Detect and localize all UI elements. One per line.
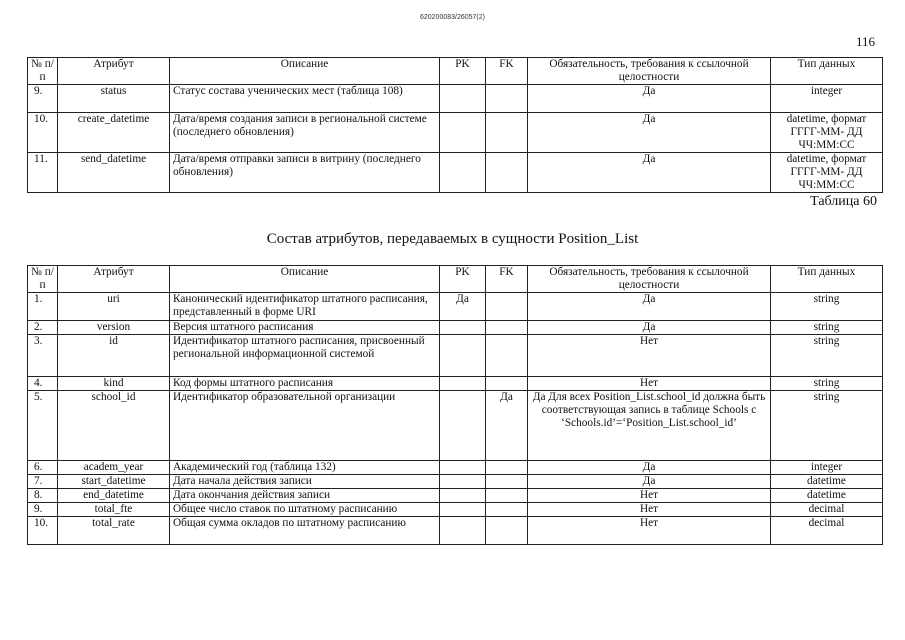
cell-num: 10. bbox=[28, 113, 58, 153]
cell-pk bbox=[440, 321, 486, 335]
cell-required: Нет bbox=[528, 503, 771, 517]
document-id: 620200083/26057(2) bbox=[419, 14, 485, 21]
cell-fk bbox=[486, 461, 528, 475]
table-row bbox=[28, 293, 883, 321]
cell-required: Нет bbox=[528, 517, 771, 545]
cell-description: Идентификатор образовательной организации bbox=[170, 391, 440, 461]
cell-num: 7. bbox=[28, 475, 58, 489]
cell-fk bbox=[486, 517, 528, 545]
table-row bbox=[28, 391, 883, 461]
cell-attribute: academ_year bbox=[58, 461, 170, 475]
cell-required: Да bbox=[528, 153, 771, 193]
cell-num: 6. bbox=[28, 461, 58, 475]
cell-fk: Да bbox=[486, 391, 528, 461]
cell-attribute: version bbox=[58, 321, 170, 335]
table-row bbox=[28, 113, 883, 153]
cell-description: Код формы штатного расписания bbox=[170, 377, 440, 391]
table-row bbox=[28, 489, 883, 503]
table-title: Состав атрибутов, передаваемых в сущности Position_List bbox=[266, 231, 639, 247]
cell-fk bbox=[486, 153, 528, 193]
col-header-datatype: Тип данных bbox=[771, 58, 883, 85]
col-header-required: Обязательность, требования к ссылочной целостности bbox=[528, 58, 771, 85]
col-header-datatype: Тип данных bbox=[771, 266, 883, 293]
cell-num: 8. bbox=[28, 489, 58, 503]
cell-pk bbox=[440, 335, 486, 377]
cell-description: Дата/время создания записи в региональной системе (последнего обновления) bbox=[170, 113, 440, 153]
cell-pk bbox=[440, 153, 486, 193]
cell-datatype: string bbox=[771, 335, 883, 377]
table-row bbox=[28, 377, 883, 391]
cell-datatype: string bbox=[771, 321, 883, 335]
cell-pk bbox=[440, 113, 486, 153]
cell-description: Дата/время отправки записи в витрину (последнего обновления) bbox=[170, 153, 440, 193]
cell-datatype: datetime bbox=[771, 489, 883, 503]
cell-required: Да bbox=[528, 475, 771, 489]
cell-pk bbox=[440, 391, 486, 461]
cell-num: 5. bbox=[28, 391, 58, 461]
cell-pk bbox=[440, 489, 486, 503]
col-header-required: Обязательность, требования к ссылочной целостности bbox=[528, 266, 771, 293]
cell-description: Версия штатного расписания bbox=[170, 321, 440, 335]
cell-description: Канонический идентификатор штатного расписания, представленный в форме URI bbox=[170, 293, 440, 321]
table-row bbox=[28, 321, 883, 335]
cell-datatype: string bbox=[771, 293, 883, 321]
cell-description: Общее число ставок по штатному расписанию bbox=[170, 503, 440, 517]
cell-pk bbox=[440, 475, 486, 489]
col-header-description: Описание bbox=[170, 266, 440, 293]
cell-attribute: send_datetime bbox=[58, 153, 170, 193]
cell-fk bbox=[486, 293, 528, 321]
cell-description: Дата начала действия записи bbox=[170, 475, 440, 489]
cell-datatype: datetime, формат ГГГГ-ММ- ДД ЧЧ:ММ:СС bbox=[771, 113, 883, 153]
cell-attribute: kind bbox=[58, 377, 170, 391]
cell-fk bbox=[486, 489, 528, 503]
cell-pk: Да bbox=[440, 293, 486, 321]
cell-datatype: datetime, формат ГГГГ-ММ- ДД ЧЧ:ММ:СС bbox=[771, 153, 883, 193]
cell-datatype: datetime bbox=[771, 475, 883, 489]
cell-datatype: decimal bbox=[771, 517, 883, 545]
cell-num: 3. bbox=[28, 335, 58, 377]
cell-required: Да bbox=[528, 321, 771, 335]
cell-num: 4. bbox=[28, 377, 58, 391]
cell-required: Нет bbox=[528, 377, 771, 391]
table-caption: Таблица 60 bbox=[810, 194, 877, 209]
table-row bbox=[28, 85, 883, 113]
cell-fk bbox=[486, 503, 528, 517]
col-header-num: № п/п bbox=[28, 266, 58, 293]
cell-attribute: start_datetime bbox=[58, 475, 170, 489]
cell-fk bbox=[486, 335, 528, 377]
table-header-row bbox=[28, 58, 883, 85]
cell-attribute: create_datetime bbox=[58, 113, 170, 153]
cell-pk bbox=[440, 377, 486, 391]
table-row bbox=[28, 153, 883, 193]
table-row bbox=[28, 503, 883, 517]
cell-attribute: uri bbox=[58, 293, 170, 321]
cell-num: 9. bbox=[28, 85, 58, 113]
cell-fk bbox=[486, 85, 528, 113]
page-number: 116 bbox=[855, 34, 875, 49]
cell-required: Нет bbox=[528, 489, 771, 503]
cell-attribute: total_fte bbox=[58, 503, 170, 517]
col-header-description: Описание bbox=[170, 58, 440, 85]
col-header-pk: PK bbox=[440, 58, 486, 85]
cell-description: Общая сумма окладов по штатному расписанию bbox=[170, 517, 440, 545]
cell-fk bbox=[486, 321, 528, 335]
cell-fk bbox=[486, 475, 528, 489]
cell-attribute: total_rate bbox=[58, 517, 170, 545]
cell-pk bbox=[440, 503, 486, 517]
cell-description: Идентификатор штатного расписания, присвоенный региональной информационной системой bbox=[170, 335, 440, 377]
col-header-num: № п/п bbox=[28, 58, 58, 85]
col-header-pk: PK bbox=[440, 266, 486, 293]
cell-description: Статус состава ученических мест (таблица 108) bbox=[170, 85, 440, 113]
cell-datatype: decimal bbox=[771, 503, 883, 517]
cell-fk bbox=[486, 113, 528, 153]
cell-num: 10. bbox=[28, 517, 58, 545]
cell-attribute: id bbox=[58, 335, 170, 377]
cell-required: Да Для всех Position_List.school_id должна быть соответствующая запись в таблице Schools с ‘Schools.id’=‘Position_List.school_id’ bbox=[528, 391, 771, 461]
cell-description: Академический год (таблица 132) bbox=[170, 461, 440, 475]
cell-attribute: school_id bbox=[58, 391, 170, 461]
cell-num: 1. bbox=[28, 293, 58, 321]
cell-required: Нет bbox=[528, 335, 771, 377]
cell-num: 2. bbox=[28, 321, 58, 335]
attributes-table-continued bbox=[27, 57, 883, 193]
cell-fk bbox=[486, 377, 528, 391]
table-header-row bbox=[28, 266, 883, 293]
cell-datatype: string bbox=[771, 377, 883, 391]
col-header-fk: FK bbox=[486, 58, 528, 85]
col-header-fk: FK bbox=[486, 266, 528, 293]
cell-pk bbox=[440, 517, 486, 545]
cell-attribute: end_datetime bbox=[58, 489, 170, 503]
cell-required: Да bbox=[528, 85, 771, 113]
cell-required: Да bbox=[528, 113, 771, 153]
table-row bbox=[28, 517, 883, 545]
cell-required: Да bbox=[528, 293, 771, 321]
cell-pk bbox=[440, 85, 486, 113]
cell-datatype: integer bbox=[771, 461, 883, 475]
cell-required: Да bbox=[528, 461, 771, 475]
cell-description: Дата окончания действия записи bbox=[170, 489, 440, 503]
cell-num: 11. bbox=[28, 153, 58, 193]
cell-attribute: status bbox=[58, 85, 170, 113]
cell-datatype: string bbox=[771, 391, 883, 461]
table-row bbox=[28, 335, 883, 377]
table-row bbox=[28, 475, 883, 489]
position-list-attributes-table bbox=[27, 265, 883, 545]
cell-num: 9. bbox=[28, 503, 58, 517]
cell-datatype: integer bbox=[771, 85, 883, 113]
table-row bbox=[28, 461, 883, 475]
cell-pk bbox=[440, 461, 486, 475]
col-header-attribute: Атрибут bbox=[58, 58, 170, 85]
col-header-attribute: Атрибут bbox=[58, 266, 170, 293]
